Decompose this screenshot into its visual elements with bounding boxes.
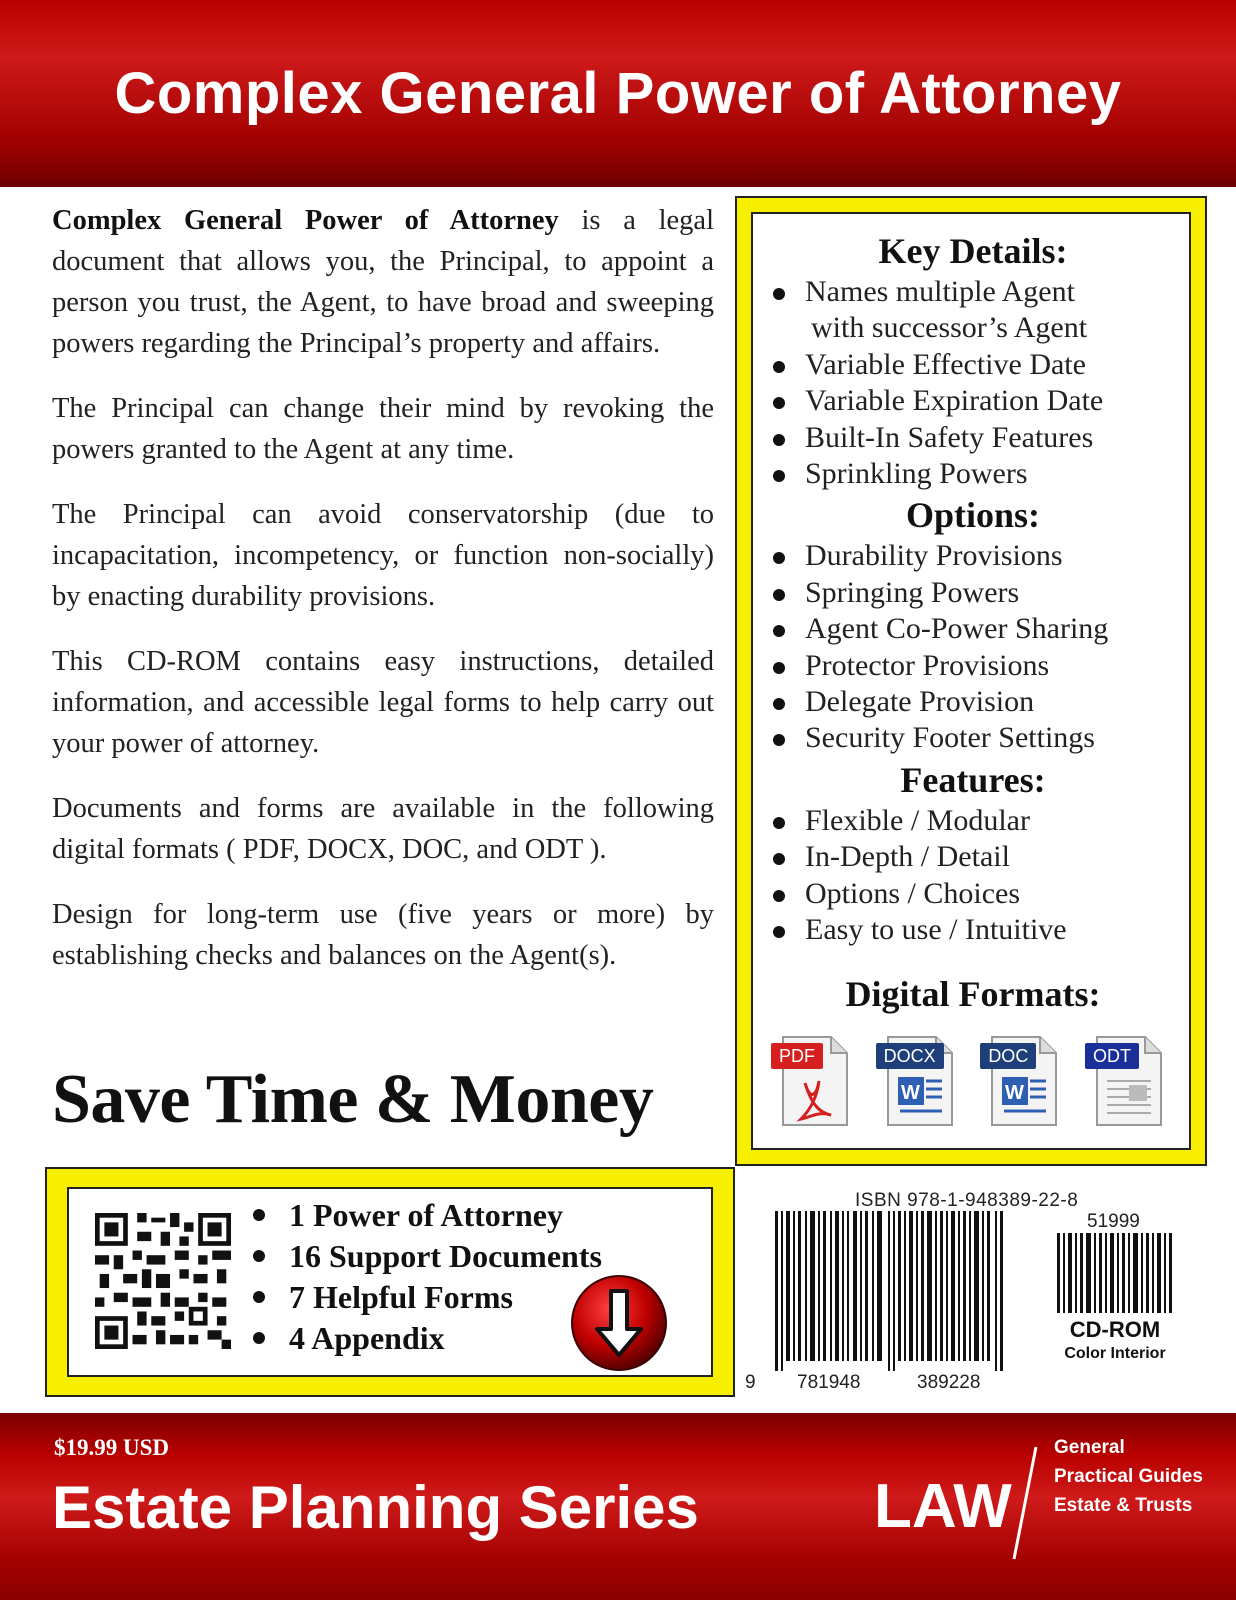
options-list xyxy=(771,538,1175,756)
list-item: Variable Effective Date xyxy=(771,347,1175,383)
contents-box xyxy=(45,1167,735,1397)
list-item: Delegate Provision xyxy=(771,684,1175,720)
svg-text:W: W xyxy=(1005,1081,1025,1104)
description-column xyxy=(52,200,714,1000)
qr-code-icon[interactable] xyxy=(95,1213,231,1349)
barcode-digit-group-2: 389228 xyxy=(917,1372,981,1393)
list-item: Springing Powers xyxy=(771,575,1175,611)
list-item: 1 Power of Attorney xyxy=(251,1195,602,1236)
list-item-continuation: with successor’s Agent xyxy=(811,311,1088,345)
list-item: Security Footer Settings xyxy=(771,720,1175,756)
law-logo-text: LAW xyxy=(874,1472,1012,1541)
features-title: Features: xyxy=(900,759,1046,800)
law-category: Estate & Trusts xyxy=(1054,1495,1193,1516)
intro-p1-text: is a legal document that allows you, the Principal, to appoint a person you trust, the Agent, to have broad and sweeping powers regarding the Principal’s property and affairs. xyxy=(52,205,714,359)
intro-title-bold: Complex General Power of Attorney xyxy=(52,205,559,236)
doc-label: DOC xyxy=(980,1043,1036,1069)
list-item: Protector Provisions xyxy=(771,648,1175,684)
barcode-digit-group-1: 781948 xyxy=(797,1372,861,1393)
list-item: Durability Provisions xyxy=(771,538,1175,574)
list-item: 4 Appendix xyxy=(251,1318,602,1359)
list-item: Options / Choices xyxy=(771,876,1175,912)
top-banner xyxy=(0,0,1236,187)
digital-formats-title: Digital Formats: xyxy=(845,973,1101,1014)
key-details-title: Key Details: xyxy=(878,231,1068,271)
list-item: Variable Expiration Date xyxy=(771,383,1175,419)
law-category: General xyxy=(1054,1437,1125,1458)
media-type: CD-ROM xyxy=(1069,1317,1161,1342)
docx-file-icon xyxy=(876,1033,956,1129)
list-item: Flexible / Modular xyxy=(771,803,1175,839)
intro-paragraph-6: Design for long-term use (five years or more) by establishing checks and balances on the Agent(s). xyxy=(52,899,714,971)
law-category: Practical Guides xyxy=(1054,1466,1203,1487)
page-title: Complex General Power of Attorney xyxy=(114,61,1122,126)
contents-inner xyxy=(67,1187,713,1377)
odt-label: ODT xyxy=(1085,1043,1139,1069)
media-subtitle: Color Interior xyxy=(1064,1345,1166,1362)
pdf-label: PDF xyxy=(771,1043,823,1069)
docx-label: DOCX xyxy=(876,1043,944,1069)
key-details-list xyxy=(771,274,1175,492)
isbn-barcode-area xyxy=(745,1187,1215,1397)
options-title: Options: xyxy=(905,495,1041,536)
contents-list xyxy=(251,1195,602,1359)
doc-file-icon xyxy=(980,1033,1060,1129)
law-categories xyxy=(1054,1433,1203,1520)
series-title: Estate Planning Series xyxy=(52,1474,699,1541)
slash-divider-icon xyxy=(1010,1443,1040,1563)
list-item: Agent Co-Power Sharing xyxy=(771,611,1175,647)
key-details-box xyxy=(735,196,1207,1166)
tagline: Save Time & Money xyxy=(52,1061,654,1138)
key-details-inner xyxy=(751,212,1191,1150)
intro-paragraph-4: This CD-ROM contains easy instructions, detailed information, and accessible legal forms to help carry out your power of attorney. xyxy=(52,646,714,759)
list-item: 7 Helpful Forms xyxy=(251,1277,602,1318)
isbn-number: ISBN 978-1-948389-22-8 xyxy=(855,1190,1079,1211)
list-item: Names multiple Agent xyxy=(771,274,1175,310)
barcode-digit-prefix: 9 xyxy=(745,1372,756,1393)
intro-paragraph-5: Documents and forms are available in the following digital formats ( PDF, DOCX, DOC, and ODT ). xyxy=(52,793,714,865)
pdf-file-icon xyxy=(771,1033,851,1129)
intro-paragraph-1 xyxy=(52,200,714,364)
price: $19.99 USD xyxy=(54,1435,170,1460)
svg-text:W: W xyxy=(900,1081,920,1104)
intro-paragraph-2: The Principal can change their mind by revoking the powers granted to the Agent at any time. xyxy=(52,393,714,465)
list-item: Sprinkling Powers xyxy=(771,456,1175,492)
price-code: 51999 xyxy=(1087,1211,1140,1232)
price-barcode-icon xyxy=(1057,1233,1177,1313)
barcode-icon xyxy=(775,1211,1011,1371)
list-item: 16 Support Documents xyxy=(251,1236,602,1277)
odt-file-icon xyxy=(1085,1033,1165,1129)
arrow-down-icon[interactable] xyxy=(569,1273,669,1373)
list-item: Built-In Safety Features xyxy=(771,420,1175,456)
format-icons-row xyxy=(771,1033,1175,1129)
bottom-banner xyxy=(0,1413,1236,1600)
list-item: Easy to use / Intuitive xyxy=(771,912,1175,948)
features-list xyxy=(771,803,1175,949)
list-item: In-Depth / Detail xyxy=(771,839,1175,875)
intro-paragraph-3: The Principal can avoid conservatorship (due to incapacitation, incompetency, or function non-socially) by enacting durability provisions. xyxy=(52,499,714,612)
